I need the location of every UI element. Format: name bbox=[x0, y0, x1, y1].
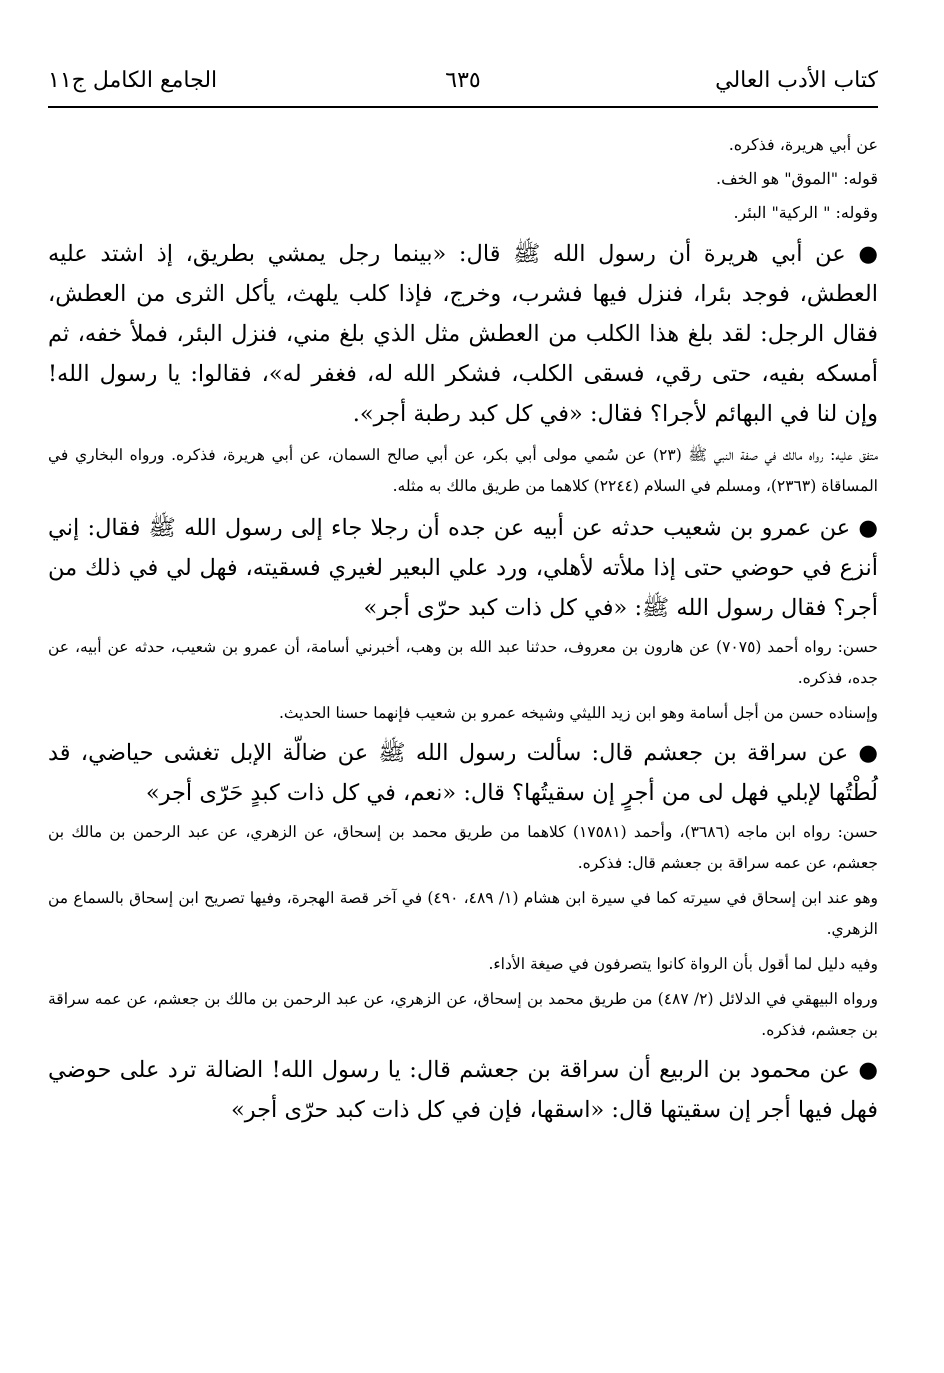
text-line: وقوله: " الركية" البئر. bbox=[733, 203, 878, 222]
text-line: قوله: "الموق" هو الخف. bbox=[716, 169, 878, 188]
takhrij-note: وإسناده حسن من أجل أسامة وهو ابن زيد الليثي وشيخه عمرو بن شعيب فإنهما حسنا الحديث. bbox=[278, 704, 878, 722]
takhrij-note: وهو عند ابن إسحاق في سيرته كما في سيرة ابن هشام (١/ ٤٨٩، ٤٩٠) في آخر قصة الهجرة، وفيها تصريح ابن إسحاق بالسماع من الزهري. bbox=[48, 889, 878, 938]
text-line: عن أبي هريرة، فذكره. bbox=[728, 135, 878, 154]
volume-label: الجامع الكامل ج١١ bbox=[48, 68, 218, 93]
takhrij-note: ورواه البيهقي في الدلائل (٢/ ٤٨٧) من طريق محمد بن إسحاق، عن الزهري، عن عبد الرحمن بن مالك بن جعشم، عن عمه سراقة بن جعشم، فذكره. bbox=[48, 990, 878, 1039]
hadith-paragraph: ● عن أبي هريرة أن رسول الله ﷺ قال: «بينما رجل يمشي بطريق، إذ اشتد عليه العطش، فوجد بئرا، فنزل فيها فشرب، وخرج، فإذا كلب يلهث، يأكل الثرى من العطش، فقال الرجل: لقد بلغ هذا الكلب من العطش مثل الذي بلغ مني، فنزل البئر، فملأ خفه، ثم أمسكه بفيه، حتى رقي، فسقى الكلب، فشكر الله له، فغفر له»، فقالوا: يا رسول الله! وإن لنا في البهائم لأجرا؟ فقال: «في كل كبد رطبة أجر». bbox=[48, 241, 878, 427]
takhrij-note: متفق عليه: رواه مالك في صفة النبي ﷺ (٢٣) عن سُمي مولى أبي بكر، عن أبي صالح السمان، عن أبي هريرة، فذكره. ورواه البخاري في المساقاة (٢٣٦٣)، ومسلم في السلام (٢٢٤٤) كلاهما من طريق مالك به مثله. bbox=[48, 446, 878, 495]
book-title: كتاب الأدب العالي bbox=[715, 68, 878, 93]
book-page bbox=[48, 56, 878, 1356]
hadith-paragraph: ● عن عمرو بن شعيب حدثه عن أبيه عن جده أن رجلا جاء إلى رسول الله ﷺ فقال: إني أنزع في حوضي حتى إذا ملأته لأهلي، ورد علي البعير لغيري فسقيته، فهل لي في ذلك من أجر؟ فقال رسول الله ﷺ: «في كل ذات كبد حرّى أجر» bbox=[48, 515, 878, 621]
takhrij-note: حسن: رواه أحمد (٧٠٧٥) عن هارون بن معروف، حدثنا عبد الله بن وهب، أخبرني أسامة، أن عمرو بن شعيب، حدثه عن أبيه، عن جده، فذكره. bbox=[48, 638, 879, 687]
page-body bbox=[48, 108, 878, 1130]
hadith-paragraph: ● عن سراقة بن جعشم قال: سألت رسول الله ﷺ عن ضالّة الإبل تغشى حياضي، قد لُطْتُها لإبلي فهل لى من أجرٍ إن سقيتُها؟ قال: «نعم، في كل ذات كبدٍ حَرّى أجر» bbox=[48, 740, 878, 806]
takhrij-note: حسن: رواه ابن ماجه (٣٦٨٦)، وأحمد (١٧٥٨١) كلاهما من طريق محمد بن إسحاق، عن الزهري، عن عبد الرحمن بن مالك بن جعشم، عن عمه سراقة بن جعشم قال: فذكره. bbox=[48, 823, 879, 872]
page-number: ٦٣٥ bbox=[445, 68, 481, 93]
hadith-paragraph: ● عن محمود بن الربيع أن سراقة بن جعشم قال: يا رسول الله! الضالة ترد على حوضي فهل فيها أجر إن سقيتها قال: «اسقها، فإن في كل ذات كبد حرّى أجر» bbox=[48, 1057, 878, 1123]
takhrij-note: وفيه دليل لما أقول بأن الرواة كانوا يتصرفون في صيغة الأداء. bbox=[488, 955, 878, 973]
running-header bbox=[48, 56, 878, 108]
